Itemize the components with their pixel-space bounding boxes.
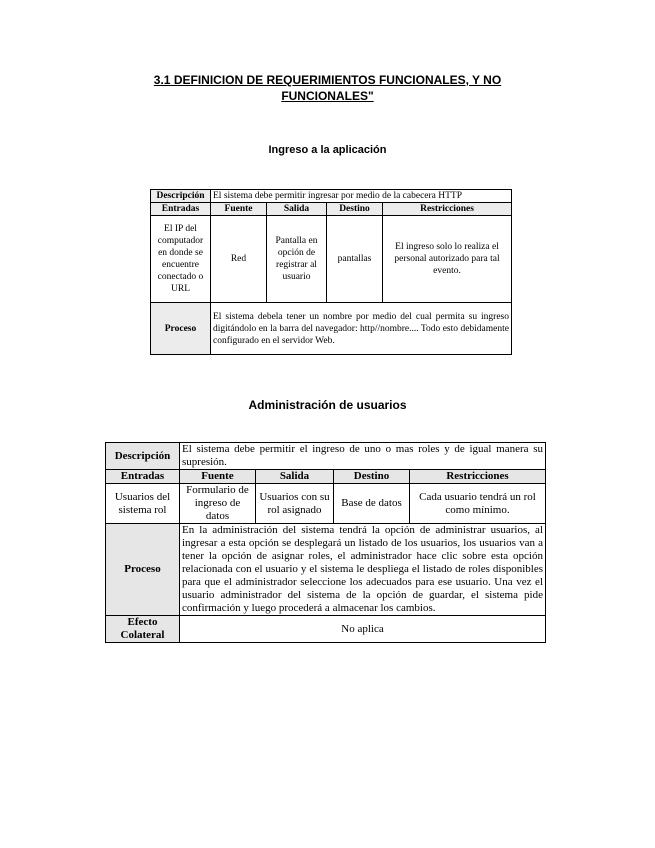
column-header: Fuente (211, 203, 267, 216)
column-header: Entradas (106, 470, 180, 484)
requirements-table-administracion (105, 442, 546, 643)
heading-line-1: 3.1 DEFINICION DE REQUERIMIENTOS FUNCIONALES, Y NO (153, 73, 502, 87)
table-cell: El ingreso solo lo realiza el personal autorizado para tal evento. (383, 216, 512, 303)
proceso-label: Proceso (151, 303, 211, 355)
table-cell: Red (211, 216, 267, 303)
column-header: Fuente (180, 470, 256, 484)
descripcion-value: El sistema debe permitir ingresar por medio de la cabecera HTTP (211, 190, 512, 203)
table-cell: Cada usuario tendrá un rol como mínimo. (410, 484, 546, 524)
column-header: Destino (327, 203, 383, 216)
table-row (106, 616, 546, 643)
column-header: Restricciones (410, 470, 546, 484)
table-header-row (106, 470, 546, 484)
table-cell: Usuarios con su rol asignado (256, 484, 334, 524)
heading-line-2: FUNCIONALES" (281, 89, 374, 103)
descripcion-label: Descripción (106, 443, 180, 470)
table-row (151, 303, 512, 355)
column-header: Restricciones (383, 203, 512, 216)
table-cell: pantallas (327, 216, 383, 303)
column-header: Entradas (151, 203, 211, 216)
column-header: Destino (334, 470, 410, 484)
table-cell: Base de datos (334, 484, 410, 524)
table-row (151, 190, 512, 203)
table-header-row (151, 203, 512, 216)
table-cell: Pantalla en opción de registrar al usuario (267, 216, 327, 303)
section-title-administracion: Administración de usuarios (248, 398, 407, 412)
proceso-value: En la administración del sistema tendrá la opción de administrar usuarios, al ingresar a esta opción se desplegará un listado de los usuarios, los usuarios van a tener la opción de asignar roles, el administrador hace clic sobre esta opción relacionada con el usuario y el sistema le despliega el listado de roles disponibles para que el administrador seleccione los adecuados para ese usuario. Una vez el usuario administrador del sistema de la opción de guardar, el sistema pide confirmación y luego procederá a almacenar los cambios. (180, 524, 546, 616)
table-cell: Usuarios del sistema rol (106, 484, 180, 524)
document-heading (100, 72, 555, 104)
section-title-ingreso: Ingreso a la aplicación (268, 144, 387, 156)
table-row (106, 443, 546, 470)
efecto-colateral-value: No aplica (180, 616, 546, 643)
proceso-value: El sistema debela tener un nombre por medio del cual permita su ingreso digitándolo en la barra del navegador: http//nombre.... Todo esto debidamente configurado en el servidor Web. (211, 303, 512, 355)
descripcion-label: Descripción (151, 190, 211, 203)
requirements-table-ingreso (150, 189, 512, 355)
column-header: Salida (267, 203, 327, 216)
table-row (106, 524, 546, 616)
table-cell: Formulario de ingreso de datos (180, 484, 256, 524)
table-cell: El IP del computador en donde se encuentre conectado o URL (151, 216, 211, 303)
proceso-label: Proceso (106, 524, 180, 616)
efecto-colateral-label: Efecto Colateral (106, 616, 180, 643)
table-row (151, 216, 512, 303)
table-row (106, 484, 546, 524)
column-header: Salida (256, 470, 334, 484)
descripcion-value: El sistema debe permitir el ingreso de uno o mas roles y de igual manera su supresión. (180, 443, 546, 470)
